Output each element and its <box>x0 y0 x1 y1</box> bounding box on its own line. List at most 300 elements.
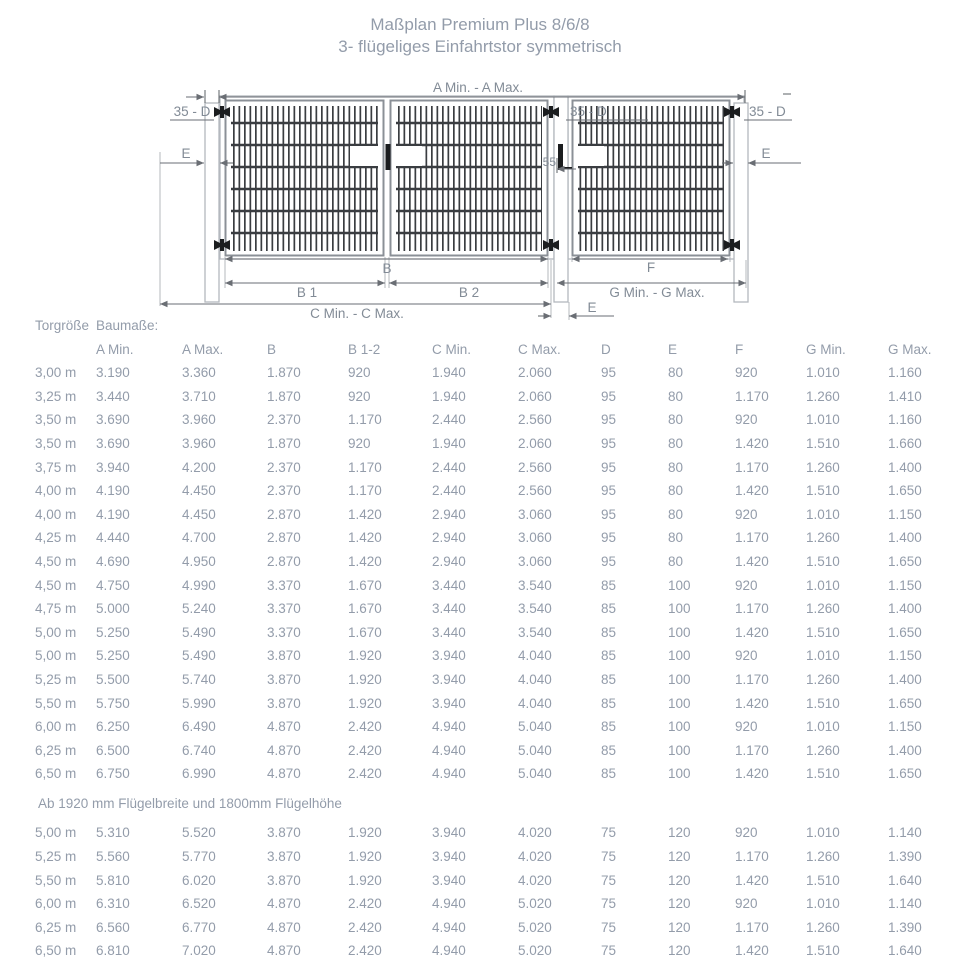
cell-e: 100 <box>668 601 691 617</box>
cell-g-min: 1.010 <box>806 719 840 735</box>
cell-a-max: 6.740 <box>182 742 216 758</box>
cell-g-max: 1.650 <box>888 624 922 640</box>
cell-c-min: 4.940 <box>432 943 466 959</box>
cell-a-min: 3.190 <box>96 365 130 381</box>
cell-f: 1.420 <box>735 943 769 959</box>
cell-d: 95 <box>601 553 617 569</box>
cell-b1-2: 1.920 <box>348 648 382 664</box>
cell-b: 3.370 <box>267 577 301 593</box>
cell-d: 85 <box>601 624 617 640</box>
cell-c-min: 4.940 <box>432 719 466 735</box>
cell-b: 3.870 <box>267 671 301 687</box>
cell-torgroesse: 5,50 m <box>35 872 77 888</box>
cell-b: 3.870 <box>267 872 301 888</box>
cell-e: 100 <box>668 577 691 593</box>
cell-torgroesse: 4,00 m <box>35 506 77 522</box>
cell-c-max: 5.020 <box>518 919 552 935</box>
dim-label-e-left: E <box>181 146 191 161</box>
dim-label-b2: B 2 <box>458 285 480 300</box>
cell-g-min: 1.260 <box>806 849 840 865</box>
column-header: G Min. <box>806 341 846 357</box>
cell-c-max: 3.060 <box>518 530 552 546</box>
cell-f: 920 <box>735 365 758 381</box>
cell-d: 85 <box>601 577 617 593</box>
cell-g-min: 1.010 <box>806 506 840 522</box>
table-row <box>0 361 960 385</box>
cell-e: 80 <box>668 435 684 451</box>
cell-e: 80 <box>668 506 684 522</box>
cell-a-min: 6.560 <box>96 919 130 935</box>
cell-e: 100 <box>668 671 691 687</box>
cell-a-min: 5.750 <box>96 695 130 711</box>
cell-g-min: 1.260 <box>806 671 840 687</box>
cell-c-max: 4.020 <box>518 849 552 865</box>
dim-label-35d-right: 35 - D <box>749 104 786 119</box>
dim-label-c: C Min. - C Max. <box>310 306 404 321</box>
group-label-torgroesse: Torgröße <box>35 318 90 333</box>
cell-b: 4.870 <box>267 896 301 912</box>
cell-e: 100 <box>668 695 691 711</box>
column-header: B <box>267 341 277 357</box>
cell-torgroesse: 5,25 m <box>35 671 77 687</box>
cell-g-max: 1.160 <box>888 365 922 381</box>
cell-g-min: 1.260 <box>806 601 840 617</box>
column-header <box>35 338 96 362</box>
cell-e: 80 <box>668 388 684 404</box>
cell-c-max: 3.540 <box>518 577 552 593</box>
cell-c-min: 4.940 <box>432 742 466 758</box>
cell-torgroesse: 6,50 m <box>35 766 77 782</box>
cell-a-max: 6.490 <box>182 719 216 735</box>
cell-g-min: 1.260 <box>806 742 840 758</box>
cell-a-min: 6.750 <box>96 766 130 782</box>
dim-label-f: F <box>646 260 656 275</box>
table-row <box>0 762 960 786</box>
cell-g-max: 1.390 <box>888 849 922 865</box>
table-row <box>0 644 960 668</box>
cell-g-max: 1.410 <box>888 388 922 404</box>
cell-f: 1.170 <box>735 601 769 617</box>
cell-a-min: 3.690 <box>96 435 130 451</box>
cell-a-max: 5.490 <box>182 648 216 664</box>
table-row <box>0 597 960 621</box>
cell-torgroesse: 4,25 m <box>35 530 77 546</box>
cell-b1-2: 1.670 <box>348 624 382 640</box>
table-row <box>0 916 960 940</box>
cell-c-max: 4.040 <box>518 695 552 711</box>
cell-g-min: 1.510 <box>806 624 840 640</box>
cell-a-min: 4.190 <box>96 483 130 499</box>
cell-a-min: 5.000 <box>96 601 130 617</box>
cell-a-max: 7.020 <box>182 943 216 959</box>
cell-e: 120 <box>668 919 691 935</box>
group-label-baumasse: Baumaße: <box>96 318 159 333</box>
cell-c-min: 3.940 <box>432 849 466 865</box>
cell-f: 920 <box>735 506 758 522</box>
cell-d: 75 <box>601 849 617 865</box>
cell-f: 1.420 <box>735 435 769 451</box>
cell-torgroesse: 3,50 m <box>35 435 77 451</box>
page-subtitle: 3- flügeliges Einfahrtstor symmetrisch <box>338 37 622 56</box>
gate-leaf-3 <box>573 101 730 256</box>
table-row <box>0 715 960 739</box>
column-header: A Max. <box>182 341 224 357</box>
cell-d: 75 <box>601 872 617 888</box>
table-row <box>0 479 960 503</box>
cell-g-max: 1.160 <box>888 412 922 428</box>
cell-g-max: 1.150 <box>888 648 922 664</box>
cell-d: 85 <box>601 719 617 735</box>
cell-e: 80 <box>668 365 684 381</box>
cell-e: 100 <box>668 648 691 664</box>
cell-b: 1.870 <box>267 435 301 451</box>
cell-b: 2.870 <box>267 530 301 546</box>
cell-f: 1.170 <box>735 530 769 546</box>
cell-b: 4.870 <box>267 766 301 782</box>
cell-g-min: 1.010 <box>806 577 840 593</box>
cell-torgroesse: 4,50 m <box>35 553 77 569</box>
cell-c-max: 2.560 <box>518 459 552 475</box>
cell-a-min: 5.250 <box>96 648 130 664</box>
cell-e: 120 <box>668 943 691 959</box>
cell-c-min: 1.940 <box>432 435 466 451</box>
cell-g-min: 1.260 <box>806 459 840 475</box>
table-row <box>0 739 960 763</box>
column-header: F <box>735 341 744 357</box>
cell-c-max: 5.020 <box>518 896 552 912</box>
cell-a-max: 6.020 <box>182 872 216 888</box>
column-header: C Max. <box>518 341 561 357</box>
cell-e: 80 <box>668 459 684 475</box>
cell-a-max: 4.950 <box>182 553 216 569</box>
cell-g-max: 1.400 <box>888 530 922 546</box>
dim-label-b1: B 1 <box>296 285 318 300</box>
table-row <box>0 526 960 550</box>
cell-b1-2: 2.420 <box>348 742 382 758</box>
cell-c-min: 1.940 <box>432 365 466 381</box>
cell-a-max: 5.740 <box>182 671 216 687</box>
cell-c-min: 2.440 <box>432 412 466 428</box>
cell-g-min: 1.510 <box>806 943 840 959</box>
table-row <box>0 939 960 963</box>
size-table-section-1 <box>0 361 960 786</box>
cell-e: 120 <box>668 849 691 865</box>
table-row <box>0 432 960 456</box>
cell-c-min: 2.440 <box>432 483 466 499</box>
table-row <box>0 821 960 845</box>
cell-c-min: 3.940 <box>432 671 466 687</box>
cell-torgroesse: 6,25 m <box>35 742 77 758</box>
cell-torgroesse: 6,25 m <box>35 919 77 935</box>
cell-g-max: 1.140 <box>888 825 922 841</box>
cell-d: 85 <box>601 742 617 758</box>
cell-b: 4.870 <box>267 919 301 935</box>
cell-b1-2: 2.420 <box>348 719 382 735</box>
cell-c-max: 3.060 <box>518 553 552 569</box>
cell-a-min: 3.690 <box>96 412 130 428</box>
cell-b1-2: 1.420 <box>348 530 382 546</box>
cell-g-min: 1.260 <box>806 388 840 404</box>
cell-c-max: 4.040 <box>518 671 552 687</box>
cell-a-min: 4.440 <box>96 530 130 546</box>
cell-e: 120 <box>668 872 691 888</box>
cell-g-min: 1.010 <box>806 825 840 841</box>
cell-b: 3.870 <box>267 825 301 841</box>
cell-d: 95 <box>601 483 617 499</box>
cell-a-min: 6.250 <box>96 719 130 735</box>
table-row <box>0 574 960 598</box>
cell-g-max: 1.150 <box>888 719 922 735</box>
cell-f: 1.420 <box>735 695 769 711</box>
cell-d: 85 <box>601 766 617 782</box>
cell-c-min: 3.940 <box>432 648 466 664</box>
table-row <box>0 408 960 432</box>
cell-a-min: 4.190 <box>96 506 130 522</box>
cell-b1-2: 2.420 <box>348 919 382 935</box>
table-row <box>0 550 960 574</box>
cell-c-max: 3.540 <box>518 601 552 617</box>
cell-f: 1.420 <box>735 553 769 569</box>
cell-b: 1.870 <box>267 365 301 381</box>
cell-torgroesse: 4,00 m <box>35 483 77 499</box>
gate-technical-drawing <box>150 80 810 325</box>
dim-label-g: G Min. - G Max. <box>609 285 705 300</box>
cell-g-min: 1.010 <box>806 896 840 912</box>
cell-torgroesse: 3,75 m <box>35 459 77 475</box>
cell-e: 100 <box>668 766 691 782</box>
cell-b1-2: 1.920 <box>348 695 382 711</box>
cell-a-min: 5.810 <box>96 872 130 888</box>
cell-g-max: 1.400 <box>888 671 922 687</box>
cell-g-min: 1.260 <box>806 530 840 546</box>
cell-f: 920 <box>735 825 758 841</box>
cell-g-max: 1.650 <box>888 483 922 499</box>
cell-a-min: 5.560 <box>96 849 130 865</box>
cell-d: 95 <box>601 506 617 522</box>
cell-g-min: 1.510 <box>806 553 840 569</box>
cell-c-min: 3.440 <box>432 624 466 640</box>
gate-leaf-1 <box>226 101 384 256</box>
cell-b1-2: 1.920 <box>348 849 382 865</box>
cell-a-max: 3.710 <box>182 388 216 404</box>
cell-c-max: 5.040 <box>518 719 552 735</box>
cell-a-max: 4.700 <box>182 530 216 546</box>
cell-c-max: 2.560 <box>518 483 552 499</box>
table-column-header-row <box>0 338 960 362</box>
cell-torgroesse: 5,25 m <box>35 849 77 865</box>
cell-b: 3.370 <box>267 624 301 640</box>
cell-d: 95 <box>601 388 617 404</box>
column-header: A Min. <box>96 341 134 357</box>
cell-c-min: 2.440 <box>432 459 466 475</box>
cell-a-min: 3.440 <box>96 388 130 404</box>
cell-g-min: 1.010 <box>806 365 840 381</box>
cell-a-max: 5.490 <box>182 624 216 640</box>
cell-a-max: 6.990 <box>182 766 216 782</box>
table-row <box>0 892 960 916</box>
column-header: C Min. <box>432 341 472 357</box>
cell-f: 1.170 <box>735 849 769 865</box>
cell-d: 95 <box>601 459 617 475</box>
cell-c-min: 4.940 <box>432 896 466 912</box>
cell-b1-2: 1.920 <box>348 671 382 687</box>
cell-b1-2: 1.670 <box>348 577 382 593</box>
cell-a-max: 5.240 <box>182 601 216 617</box>
column-header: G Max. <box>888 341 932 357</box>
cell-torgroesse: 5,00 m <box>35 825 77 841</box>
cell-f: 920 <box>735 719 758 735</box>
cell-b1-2: 920 <box>348 388 371 404</box>
dim-label-e-right: E <box>761 146 771 161</box>
column-header: D <box>601 341 611 357</box>
page-title: Maßplan Premium Plus 8/6/8 <box>370 15 590 34</box>
cell-f: 1.170 <box>735 671 769 687</box>
cell-d: 75 <box>601 943 617 959</box>
cell-torgroesse: 5,50 m <box>35 695 77 711</box>
cell-b: 4.870 <box>267 943 301 959</box>
cell-c-min: 4.940 <box>432 919 466 935</box>
cell-a-max: 4.990 <box>182 577 216 593</box>
cell-c-min: 4.940 <box>432 766 466 782</box>
table-row <box>0 845 960 869</box>
cell-d: 75 <box>601 896 617 912</box>
cell-g-max: 1.640 <box>888 872 922 888</box>
cell-g-max: 1.390 <box>888 919 922 935</box>
cell-g-min: 1.510 <box>806 435 840 451</box>
cell-g-max: 1.640 <box>888 943 922 959</box>
cell-g-min: 1.260 <box>806 919 840 935</box>
cell-c-max: 2.560 <box>518 412 552 428</box>
cell-g-min: 1.510 <box>806 483 840 499</box>
cell-c-max: 4.040 <box>518 648 552 664</box>
cell-torgroesse: 3,25 m <box>35 388 77 404</box>
dim-label-a: A Min. - A Max. <box>432 80 524 95</box>
cell-g-min: 1.010 <box>806 412 840 428</box>
title-block <box>0 14 960 58</box>
dim-label-35d-mid: 35 - D <box>570 104 607 119</box>
cell-e: 80 <box>668 530 684 546</box>
cell-torgroesse: 4,75 m <box>35 601 77 617</box>
cell-f: 1.420 <box>735 624 769 640</box>
cell-f: 920 <box>735 412 758 428</box>
cell-a-min: 4.690 <box>96 553 130 569</box>
cell-g-max: 1.400 <box>888 742 922 758</box>
cell-g-max: 1.140 <box>888 896 922 912</box>
cell-b1-2: 2.420 <box>348 896 382 912</box>
cell-a-max: 4.200 <box>182 459 216 475</box>
cell-c-max: 4.020 <box>518 872 552 888</box>
cell-a-min: 4.750 <box>96 577 130 593</box>
table-row <box>0 456 960 480</box>
cell-c-min: 2.940 <box>432 506 466 522</box>
cell-g-max: 1.400 <box>888 459 922 475</box>
cell-c-max: 2.060 <box>518 388 552 404</box>
cell-g-max: 1.150 <box>888 506 922 522</box>
cell-f: 1.420 <box>735 766 769 782</box>
cell-g-min: 1.510 <box>806 695 840 711</box>
cell-f: 1.420 <box>735 483 769 499</box>
cell-c-min: 3.440 <box>432 601 466 617</box>
cell-a-max: 3.960 <box>182 412 216 428</box>
cell-g-max: 1.400 <box>888 601 922 617</box>
cell-d: 95 <box>601 530 617 546</box>
cell-a-min: 6.500 <box>96 742 130 758</box>
cell-f: 920 <box>735 896 758 912</box>
cell-e: 120 <box>668 896 691 912</box>
cell-b1-2: 1.170 <box>348 412 382 428</box>
cell-b1-2: 1.920 <box>348 872 382 888</box>
cell-e: 120 <box>668 825 691 841</box>
cell-f: 920 <box>735 577 758 593</box>
dim-label-55: 55 <box>542 155 556 169</box>
cell-c-max: 5.040 <box>518 766 552 782</box>
cell-c-max: 3.060 <box>518 506 552 522</box>
cell-g-max: 1.650 <box>888 553 922 569</box>
cell-c-max: 2.060 <box>518 435 552 451</box>
table-group-header <box>0 314 960 338</box>
cell-g-max: 1.150 <box>888 577 922 593</box>
cell-f: 1.420 <box>735 872 769 888</box>
cell-e: 100 <box>668 624 691 640</box>
cell-f: 920 <box>735 648 758 664</box>
cell-a-max: 5.770 <box>182 849 216 865</box>
cell-d: 75 <box>601 825 617 841</box>
dim-label-e-bottom: E <box>587 300 597 315</box>
cell-c-min: 3.940 <box>432 825 466 841</box>
table-row <box>0 503 960 527</box>
cell-b1-2: 1.170 <box>348 483 382 499</box>
dim-label-35d-left: 35 - D <box>173 104 211 119</box>
cell-b: 3.870 <box>267 849 301 865</box>
cell-torgroesse: 6,00 m <box>35 896 77 912</box>
cell-d: 85 <box>601 648 617 664</box>
cell-a-max: 5.520 <box>182 825 216 841</box>
cell-a-min: 6.310 <box>96 896 130 912</box>
cell-c-min: 3.940 <box>432 695 466 711</box>
cell-a-min: 6.810 <box>96 943 130 959</box>
cell-a-max: 3.960 <box>182 435 216 451</box>
cell-c-max: 3.540 <box>518 624 552 640</box>
cell-c-max: 2.060 <box>518 365 552 381</box>
table-row <box>0 385 960 409</box>
cell-a-max: 6.520 <box>182 896 216 912</box>
cell-f: 1.170 <box>735 742 769 758</box>
cell-a-min: 5.310 <box>96 825 130 841</box>
cell-b: 4.870 <box>267 719 301 735</box>
cell-e: 100 <box>668 719 691 735</box>
section-note: Ab 1920 mm Flügelbreite und 1800mm Flügelhöhe <box>38 795 342 811</box>
cell-b: 3.870 <box>267 695 301 711</box>
cell-torgroesse: 3,00 m <box>35 365 77 381</box>
cell-b1-2: 2.420 <box>348 943 382 959</box>
cell-torgroesse: 6,00 m <box>35 719 77 735</box>
cell-torgroesse: 5,00 m <box>35 648 77 664</box>
cell-b: 2.870 <box>267 553 301 569</box>
cell-d: 95 <box>601 412 617 428</box>
table-row <box>0 692 960 716</box>
cell-b: 2.870 <box>267 506 301 522</box>
cell-a-min: 3.940 <box>96 459 130 475</box>
cell-b1-2: 1.420 <box>348 553 382 569</box>
cell-b: 2.370 <box>267 459 301 475</box>
cell-a-min: 5.250 <box>96 624 130 640</box>
cell-g-max: 1.660 <box>888 435 922 451</box>
cell-e: 80 <box>668 553 684 569</box>
cell-d: 95 <box>601 365 617 381</box>
cell-b: 4.870 <box>267 742 301 758</box>
cell-a-max: 3.360 <box>182 365 216 381</box>
cell-b: 3.370 <box>267 601 301 617</box>
